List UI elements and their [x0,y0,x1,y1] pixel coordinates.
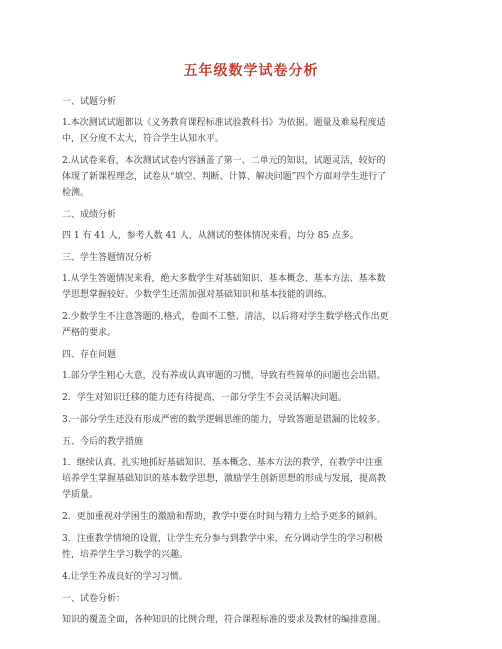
document-body [62,94,446,634]
paragraph-line: 4.让学生养成良好的学习习惯。 [62,572,188,582]
paragraph-line: 3.一部分学生还没有形成严密的数学逻辑思维的能力，导致答题是错漏的比较多。 [62,415,386,425]
paragraph-line: 培养学生掌握基础知识的基本数学思想，激励学生创新思想的形成与发展，提高教 [62,474,387,484]
paragraph-line: 2．学生对知识迁移的能力还有待提高，一部分学生不会灵活解决问题。 [62,393,347,403]
paragraph-line: 中，区分度不太大，符合学生认知水平。 [62,134,225,144]
paragraph [62,455,446,503]
paragraph-line: 知识的覆盖全面，各种知识的比例合理，符合课程标准的要求及教材的编排意图。 [62,615,387,625]
paragraph [62,115,446,147]
paragraph [62,309,446,341]
paragraph-line: 3．注重教学情境的设置，让学生充分参与到教学中来，充分调动学生的学习积极 [62,534,383,544]
paragraph [62,153,446,201]
paragraph [62,531,446,563]
paragraph [62,228,446,244]
section-heading: 四、存在问题 [62,350,117,360]
paragraph-line: 体现了新课程理念，试卷从“填空、判断、计算、解决问题”四个方面对学生进行了 [62,172,387,182]
paragraph [62,612,446,628]
section-heading: 五、今后的教学措施 [62,437,144,447]
paragraph [62,569,446,585]
paragraph-line: 性，培养学生学习数学的兴趣。 [62,550,189,560]
paragraph-line: 1.从学生答题情况来看，绝大多数学生对基础知识、基本概念、基本方法、基本数 [62,274,386,284]
paragraph-line: 1．继续认真、扎实地抓好基础知识、基本概念、基本方法的教学，在教学中注重 [62,458,383,468]
paragraph-line: 2.少数学生不注意答题的,格式，卷面不工整、清洁，以后将对学生数学格式作出更 [62,312,389,322]
paragraph-line: 学思想掌握较好。少数学生还需加强对基础知识和基本技能的训练。 [62,290,333,300]
paragraph [62,390,446,406]
paragraph-line: 2．更加重视对学困生的激励和帮助，教学中要在时间与精力上给予更多的倾斜。 [62,512,383,522]
paragraph-line: 1.部分学生粗心大意，没有养成认真审题的习惯，导致有些简单的问题也会出错。 [62,371,386,381]
paragraph-line: 严格的要求。 [62,328,117,338]
paragraph-line: 1.本次测试试题都以《义务教育课程标准试验教科书》为依据。题量及难易程度适 [62,118,386,128]
document-title: 五年级数学试卷分析 [183,63,319,79]
paragraph [62,271,446,303]
paragraph-line: 2.从试卷来看，本次测试试卷内容涵盖了第一、二单元的知识，试题灵活，较好的 [62,156,386,166]
section-heading: 三、学生答题情况分析 [62,253,153,263]
paragraph [62,368,446,384]
paragraph-line: 四 1 有 41 人，参考人数 41 人，从测试的整体情况来看，均分 85 点多。 [62,231,359,241]
section-heading: 一、试题分析 [62,97,117,107]
paragraph [62,509,446,525]
section-heading: 一、试卷分析： [62,594,126,604]
paragraph-line: 学质量。 [62,490,99,500]
paragraph [62,412,446,428]
paragraph-line: 检测。 [62,188,90,198]
section-heading: 二、成绩分析 [62,210,117,220]
